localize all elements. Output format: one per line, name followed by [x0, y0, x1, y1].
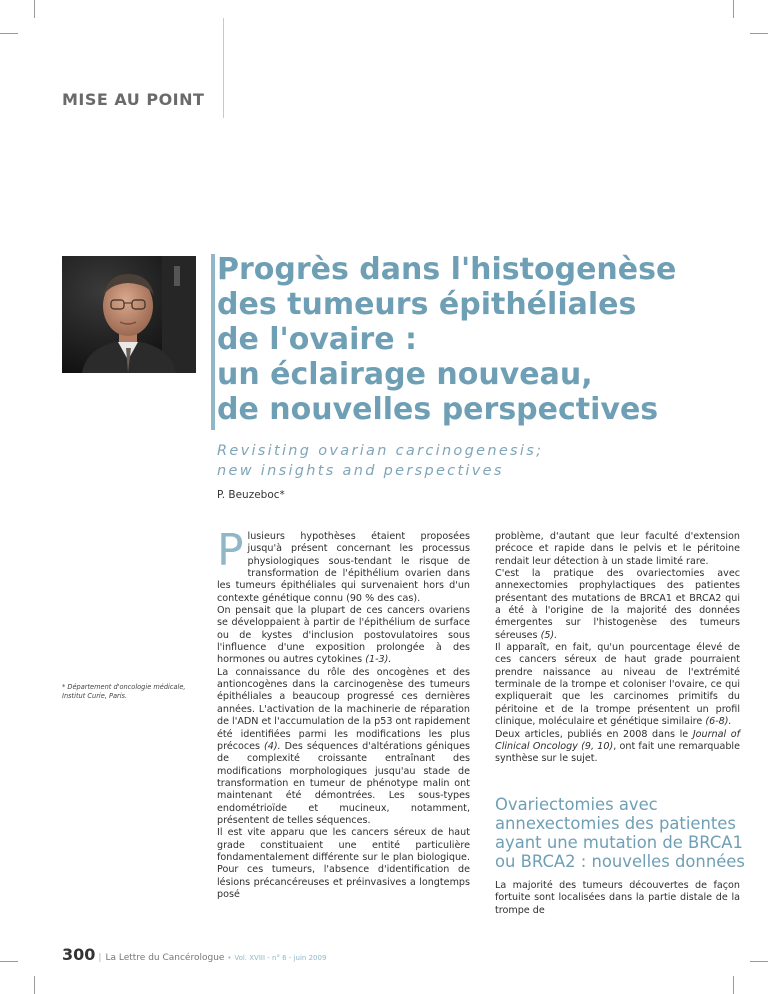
page-footer: 300 | La Lettre du Cancérologue • Vol. XVIII - n° 6 - juin 2009 [62, 945, 327, 964]
crop-mark [34, 0, 35, 18]
title-line: de nouvelles perspectives [217, 392, 659, 427]
journal-title: La Lettre du Cancérologue [105, 953, 225, 963]
crop-mark [750, 33, 768, 34]
reference: (4). [264, 740, 281, 752]
crop-mark [0, 33, 18, 34]
paragraph: On pensait que la plupart de ces cancers ovariens se développaient à partir de l'épithélium de surface ou de kystes d'inclusion postovulatoires sous l'influence d'une exposition prolongée à des hormones ou autres cytokines (1-3). [217, 605, 470, 666]
subtitle-line: new insights and perspectives [217, 463, 504, 479]
reference: (9, 10) [577, 740, 614, 752]
title-accent-bar [211, 254, 215, 430]
title-line: Progrès dans l'histogenèse [217, 252, 677, 287]
section-body [495, 880, 740, 917]
heading-line: Ovariectomies avec [495, 795, 658, 814]
header-divider [223, 18, 224, 118]
section-heading [495, 795, 745, 871]
paragraph: La connaissance du rôle des oncogènes et des antioncogènes dans la carcinogenèse des tumeurs épithéliales a beaucoup progressé ces dernières années. L'activation de la machinerie de réparation de l'ADN et l'accumulation de la p53 ont rapidement été identifiées parmi les modifications les plus précoces (4). Des séquences d'altérations géniques de complexité croissante entraînant des modifications morphologiques jusqu'au stade de transformation en tumeur de phénotype malin ont maintenant été démontrées. Les sous-types endométrioïde et mucineux, notamment, présentent de telles séquences. [217, 666, 470, 826]
heading-line: annexectomies des patientes [495, 814, 736, 833]
crop-mark [750, 961, 768, 962]
journal-name: Journal of Clinical Oncology [495, 728, 740, 752]
title-line: de l'ovaire : [217, 322, 418, 357]
subtitle-line: Revisiting ovarian carcinogenesis; [217, 443, 544, 459]
issue-info: Vol. XVIII - n° 6 - juin 2009 [234, 954, 327, 962]
page-number: 300 [62, 945, 96, 964]
paragraph: Il apparaît, en fait, qu'un pourcentage élevé de ces cancers séreux de haut grade pourraient prendre naissance au niveau de l'extrémité terminale de la trompe et coloniser l'ovaire, ce qui expliquerait que les carcinomes primitifs du péritoine et de la trompe présentent un profil clinique, moléculaire et génétique similaire (6-8). [495, 642, 740, 728]
body-column-1 [217, 525, 470, 901]
reference: (1-3). [365, 654, 392, 666]
article-title [217, 252, 737, 427]
paragraph: Plusieurs hypothèses étaient proposées jusqu'à présent concernant les processus physiologiques sous-tendant le risque de transformation de l'épithélium ovarien dans les tumeurs épithéliales qui survenaient hors d'un contexte génétique connu (90 % des cas). [217, 525, 470, 604]
heading-line: ayant une mutation de BRCA1 [495, 833, 743, 852]
drop-cap: P [217, 525, 244, 576]
crop-mark [733, 0, 734, 18]
author-photo [62, 256, 196, 373]
paragraph: La majorité des tumeurs découvertes de façon fortuite sont localisées dans la partie distale de la trompe de [495, 880, 740, 916]
author-portrait-image [62, 256, 196, 373]
section-rubric: MISE AU POINT [62, 90, 205, 109]
heading-line: ou BRCA2 : nouvelles données [495, 852, 745, 871]
reference: (6-8). [705, 716, 732, 728]
author-name: P. Beuzeboc* [217, 489, 285, 501]
paragraph: Il est vite apparu que les cancers séreux de haut grade constituaient une entité particulière fondamentalement différente sur le plan biologique. Pour ces tumeurs, l'absence d'identification de lésions précancéreuses et préinvasives a longtemps posé [217, 827, 470, 900]
reference: (5). [540, 629, 558, 641]
paragraph: Deux articles, publiés en 2008 dans le Journal of Clinical Oncology (9, 10), ont fait une remarquable synthèse sur le sujet. [495, 728, 740, 765]
title-line: des tumeurs épithéliales [217, 287, 637, 322]
author-affiliation: * Département d'oncologie médicale, Institut Curie, Paris. [62, 683, 186, 700]
paragraph: C'est la pratique des ovariectomies avec annexectomies prophylactiques des patientes présentant des mutations de BRCA1 et BRCA2 qui a été à l'origine de la majorité des données émergentes sur l'histogenèse des tumeurs séreuses (5). [495, 568, 740, 641]
title-line: un éclairage nouveau, [217, 357, 593, 392]
crop-mark [733, 976, 734, 994]
english-subtitle [217, 441, 737, 481]
body-column-2 [495, 531, 740, 766]
crop-mark [34, 976, 35, 994]
crop-mark [0, 961, 18, 962]
paragraph: problème, d'autant que leur faculté d'extension précoce et rapide dans le pelvis et le péritoine rendait leur détection à un stade limité rare. [495, 531, 740, 567]
